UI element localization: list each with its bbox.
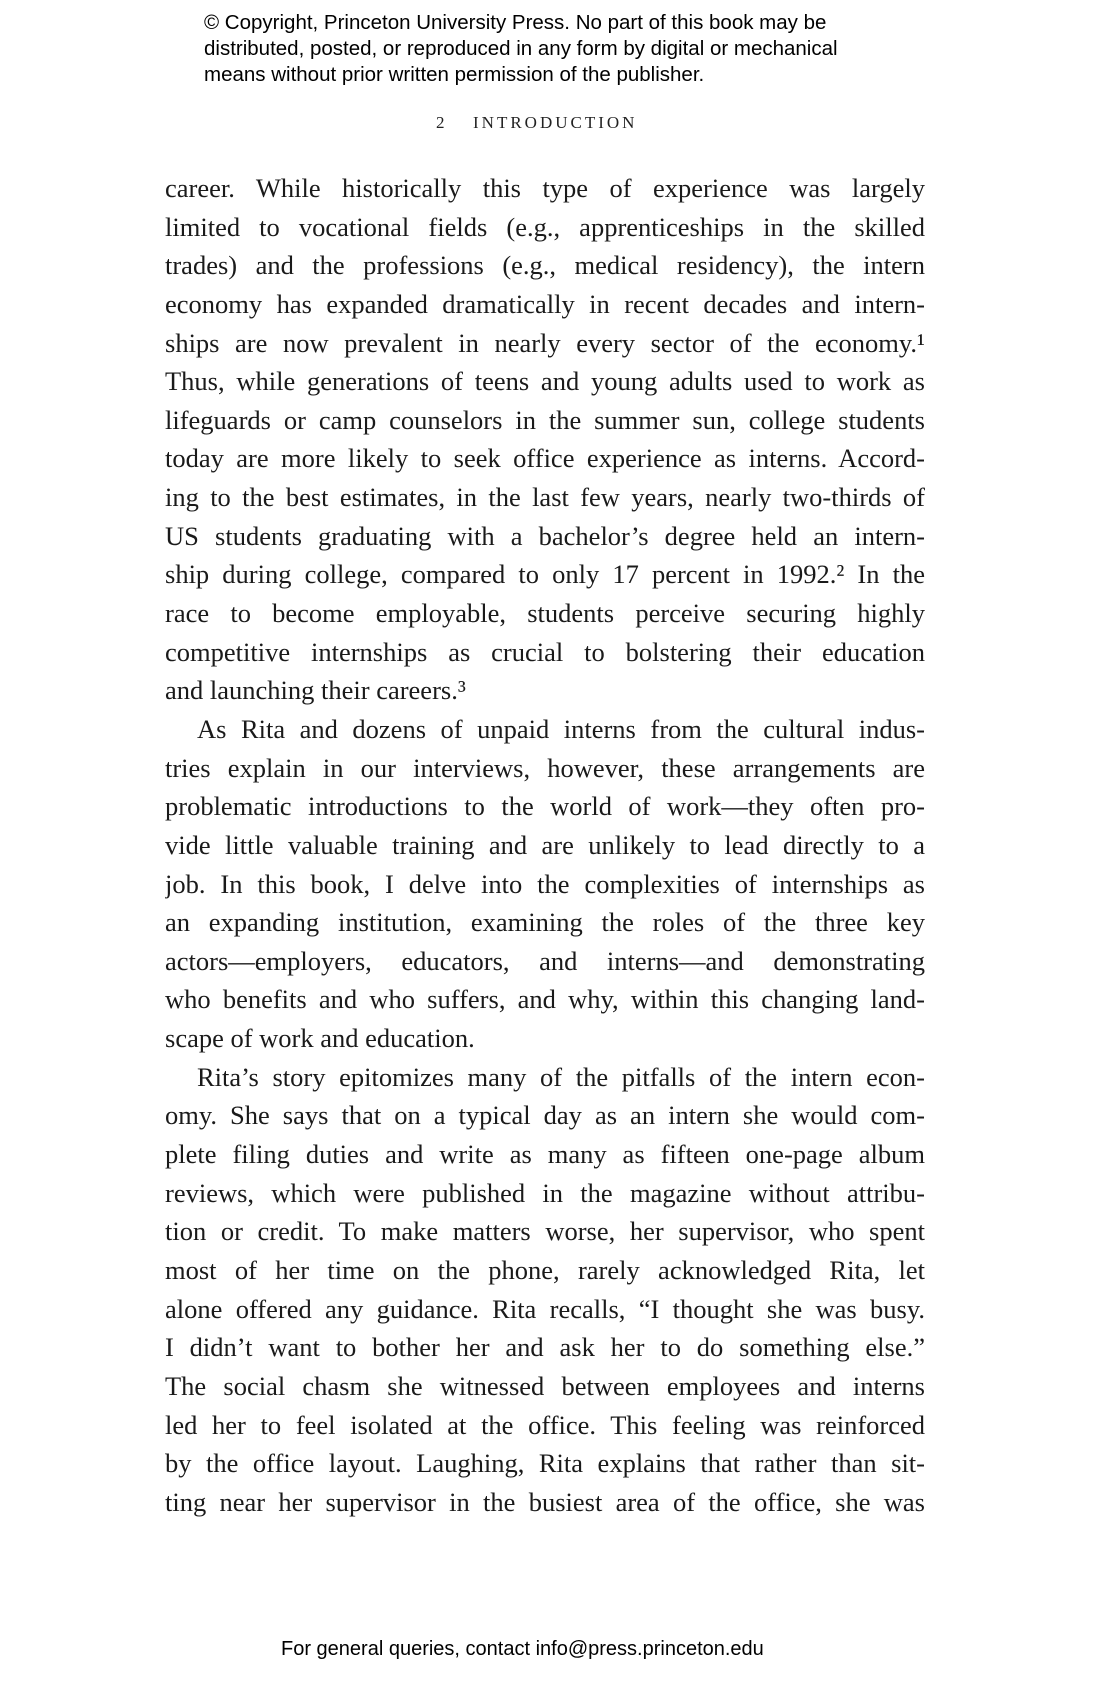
text-line: most of her time on the phone, rarely acknowledged Rita, let bbox=[165, 1254, 925, 1285]
text-line: The social chasm she witnessed between employees and interns bbox=[165, 1370, 925, 1401]
text-line: problematic introductions to the world of work—they often pro- bbox=[165, 791, 925, 822]
text-line: alone offered any guidance. Rita recalls, “I thought she was busy. bbox=[165, 1293, 925, 1324]
page-number: 2 bbox=[436, 113, 448, 132]
text-line: led her to feel isolated at the office. This feeling was reinforced bbox=[165, 1409, 925, 1440]
text-line: an expanding institution, examining the roles of the three key bbox=[165, 907, 925, 938]
text-line: by the office layout. Laughing, Rita explains that rather than sit- bbox=[165, 1448, 925, 1479]
text-line: Rita’s story epitomizes many of the pitfalls of the intern econ- bbox=[197, 1061, 925, 1092]
text-line: ting near her supervisor in the busiest area of the office, she was bbox=[165, 1486, 925, 1517]
text-line: omy. She says that on a typical day as an intern she would com- bbox=[165, 1100, 925, 1131]
text-line: ship during college, compared to only 17 percent in 1992.² In the bbox=[165, 559, 925, 590]
text-line: As Rita and dozens of unpaid interns from the cultural indus- bbox=[197, 713, 925, 744]
text-line: US students graduating with a bachelor’s degree held an intern- bbox=[165, 520, 925, 551]
text-line: Thus, while generations of teens and young adults used to work as bbox=[165, 366, 925, 397]
copyright-line: means without prior written permission of the publisher. bbox=[204, 63, 705, 86]
text-line: career. While historically this type of experience was largely bbox=[165, 173, 925, 203]
text-line: race to become employable, students perceive securing highly bbox=[165, 598, 925, 629]
text-line: competitive internships as crucial to bolstering their education bbox=[165, 636, 925, 667]
text-line: actors—employers, educators, and interns—and demonstrating bbox=[165, 945, 925, 976]
copyright-line: distributed, posted, or reproduced in any form by digital or mechanical bbox=[204, 37, 838, 60]
text-line: vide little valuable training and are unlikely to lead directly to a bbox=[165, 829, 925, 860]
text-line: reviews, which were published in the magazine without attribu- bbox=[165, 1177, 925, 1208]
text-line: plete filing duties and write as many as fifteen one-page album bbox=[165, 1139, 925, 1170]
text-line: economy has expanded dramatically in recent decades and intern- bbox=[165, 288, 925, 319]
text-line: today are more likely to seek office experience as interns. Accord- bbox=[165, 443, 925, 474]
body-text bbox=[165, 169, 925, 1521]
copyright-notice bbox=[204, 10, 964, 88]
text-line: limited to vocational fields (e.g., apprenticeships in the skilled bbox=[165, 211, 925, 242]
text-line: tion or credit. To make matters worse, her supervisor, who spent bbox=[165, 1216, 925, 1247]
text-line: job. In this book, I delve into the complexities of internships as bbox=[165, 868, 925, 899]
text-line: I didn’t want to bother her and ask her to do something else.” bbox=[165, 1332, 925, 1363]
text-line: who benefits and who suffers, and why, within this changing land- bbox=[165, 984, 925, 1015]
text-line: and launching their careers.³ bbox=[165, 675, 466, 706]
text-line: ing to the best estimates, in the last few years, nearly two-thirds of bbox=[165, 482, 925, 513]
copyright-line: © Copyright, Princeton University Press. No part of this book may be bbox=[204, 11, 827, 34]
footer-contact: For general queries, contact info@press.princeton.edu bbox=[281, 1638, 764, 1660]
chapter-title: INTRODUCTION bbox=[473, 113, 638, 132]
text-line: ships are now prevalent in nearly every sector of the economy.¹ bbox=[165, 327, 925, 358]
text-line: trades) and the professions (e.g., medical residency), the intern bbox=[165, 250, 925, 281]
text-line: lifeguards or camp counselors in the summer sun, college students bbox=[165, 404, 925, 435]
text-line: tries explain in our interviews, however, these arrangements are bbox=[165, 752, 925, 783]
text-line: scape of work and education. bbox=[165, 1023, 475, 1054]
